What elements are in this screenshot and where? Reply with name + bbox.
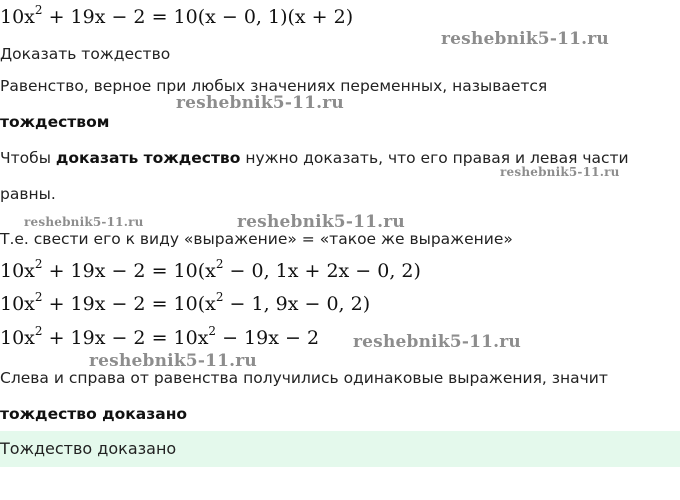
watermark: reshebnik5-11.ru xyxy=(89,351,257,371)
method-pre: Чтобы xyxy=(0,149,56,167)
method-post: нужно доказать, что его правая и левая части xyxy=(240,149,629,167)
step-lhs: 10x xyxy=(0,327,35,349)
method-bold: доказать тождество xyxy=(55,149,241,167)
definition-text: Равенство, верное при любых значениях переменных, называется xyxy=(0,77,548,95)
step-rest: − 19x − 2 xyxy=(216,327,320,349)
method-line2: равны. xyxy=(0,185,56,203)
step-lhs: 10x xyxy=(0,293,35,315)
problem-lhs: 10x xyxy=(0,6,35,28)
step-exponent: 2 xyxy=(215,256,224,271)
step-rest: − 1, 9x − 0, 2) xyxy=(223,293,371,315)
step-equation-1 xyxy=(0,256,421,282)
step-exponent: 2 xyxy=(34,256,43,271)
conclusion-bold: тождество доказано xyxy=(0,405,188,423)
answer-box xyxy=(0,431,680,467)
step-lhs: 10x xyxy=(0,260,35,282)
problem-equation xyxy=(0,2,354,28)
step-mid: + 19x − 2 = 10(x xyxy=(42,293,216,315)
section-title: Доказать тождество xyxy=(0,45,171,63)
step-mid: + 19x − 2 = 10x xyxy=(42,327,209,349)
answer-text: Тождество доказано xyxy=(0,439,177,458)
conclusion-text: Слева и справа от равенства получились одинаковые выражения, значит xyxy=(0,369,608,387)
watermark: reshebnik5-11.ru xyxy=(24,215,144,229)
watermark: reshebnik5-11.ru xyxy=(441,29,609,49)
explanation-text: Т.е. свести его к виду «выражение» = «такое же выражение» xyxy=(0,230,513,248)
step-exponent: 2 xyxy=(208,323,217,338)
step-equation-2 xyxy=(0,289,371,315)
step-rest: − 0, 1x + 2x − 0, 2) xyxy=(223,260,421,282)
watermark: reshebnik5-11.ru xyxy=(176,93,344,113)
step-exponent: 2 xyxy=(215,289,224,304)
step-equation-3 xyxy=(0,323,320,349)
problem-rest: + 19x − 2 = 10(x − 0, 1)(x + 2) xyxy=(42,6,354,28)
problem-exponent: 2 xyxy=(34,2,43,17)
watermark: reshebnik5-11.ru xyxy=(237,212,405,232)
step-exponent: 2 xyxy=(34,289,43,304)
step-exponent: 2 xyxy=(34,323,43,338)
step-mid: + 19x − 2 = 10(x xyxy=(42,260,216,282)
definition-term: тождеством xyxy=(0,113,110,131)
watermark: reshebnik5-11.ru xyxy=(353,332,521,352)
watermark: reshebnik5-11.ru xyxy=(500,165,620,179)
